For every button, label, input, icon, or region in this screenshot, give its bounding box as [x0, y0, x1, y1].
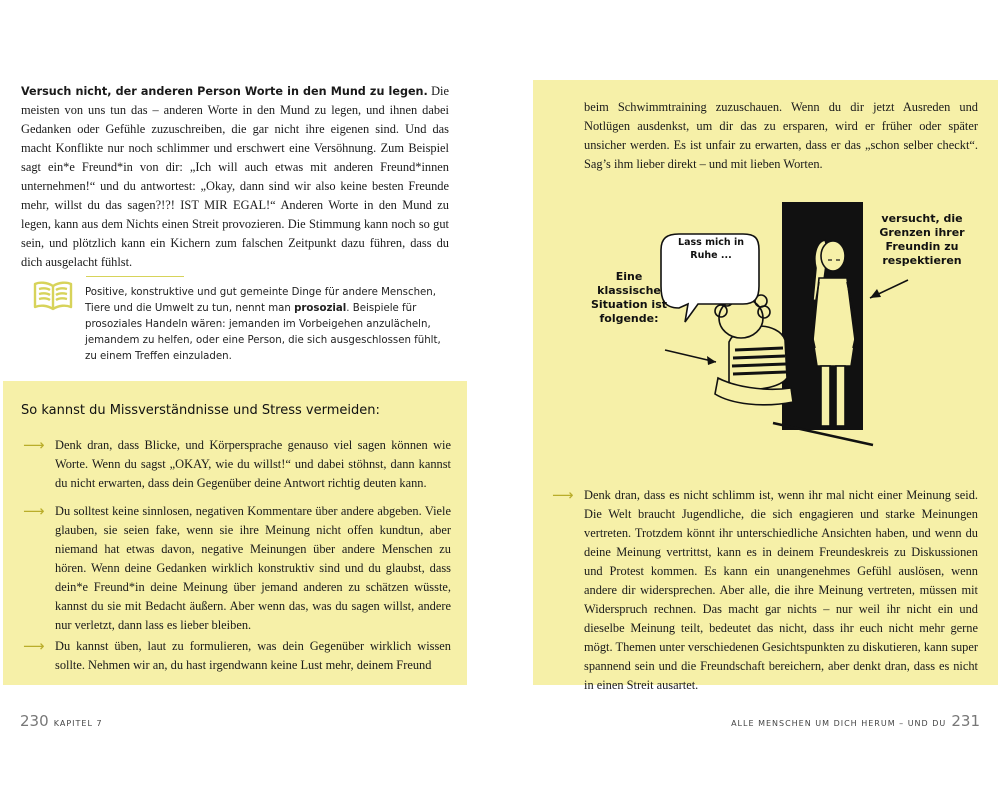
- caption-right: versucht, die Grenzen ihrer Freundin zu respektieren: [879, 212, 965, 267]
- glossary-rule: [86, 276, 184, 277]
- arrow-right-icon: ⟶: [23, 436, 45, 454]
- footer-left: [20, 711, 103, 730]
- footer-right: [731, 711, 980, 730]
- page-number-right: 231: [951, 712, 980, 730]
- tips-box: [3, 381, 467, 685]
- right-bottom-text: Denk dran, dass es nicht schlimm ist, wenn ihr mal nicht einer Meinung seid. Die Welt braucht Jugendliche, die sich engagieren und starke Meinungen vertreten. Trotzdem könnt ihr unterschiedliche Ansichten haben, und wenn du deine Meinung vertrittst, kann es in deinem Freundeskreis zu Diskussionen und Protest kommen. Es kann ein unangenehmes Gefühl auslösen, wenn andere dir widersprechen. Aber alle, die ihre Meinung vertreten, müssen mit Widerspruch rechnen. Das macht gar nichts – nur weil ihr nicht ein und dieselbe Meinung teilt, bedeutet das nicht, dass ihr euch nicht mehr gerne mögt. Themen unter verschiedenen Gesichtspunkten zu diskutieren, kann super spannend sein und die Freundschaft bereichern, aber denkt dran, dass es nicht in einen Streit ausartet.: [584, 488, 978, 692]
- arrow-right-icon: ⟶: [23, 637, 45, 655]
- illustration: [533, 190, 998, 480]
- glossary-note: [20, 270, 450, 362]
- right-box: [533, 80, 998, 692]
- intro-lead: Versuch nicht, der anderen Person Worte in den Mund zu legen.: [21, 85, 428, 98]
- speech-bubble-text: Lass mich in Ruhe ...: [678, 237, 744, 261]
- tip-item: [23, 637, 451, 675]
- tip-item-text: Du kannst üben, laut zu formulieren, was dein Gegenüber wirklich wissen sollte. Nehmen wir an, du hast irgendwann keine Lust mehr, deinem Freund: [55, 639, 451, 672]
- glossary-term: prosozial: [294, 303, 347, 314]
- intro-text: Die meisten von uns tun das – anderen Worte in den Mund zu legen, und ihnen dabei Gedanken oder Gefühle zuzuschreiben, die gar nicht ihre eigenen sind. Und das macht Konflikte nur noch schlimmer und erschwert eine Versöhnung. Zum Beispiel sagt ein*e Freund*in von dir: „Ich will auch etwas mit anderen Freund*innen unternehmen!“ und du antwortest: „Okay, dann sind wir also keine besten Freunde mehr, willst du das sagen?!?! IST MIR EGAL!“ Anderen Worte in den Mund zu legen, kann aus dem Nichts einen Streit provozieren. Die Stimmung kann noch so gut sein, und plötzlich kann ein Kichern zum falschen Zeitpunkt dazu führen, dass du dich ausgelacht fühlst.: [21, 84, 450, 269]
- tip-item: [23, 502, 451, 635]
- tip-item: [23, 436, 451, 493]
- glossary-text-after: . Beispiele für prosoziales Handeln wären: jemanden im Vorbeigehen anzulächeln, jemandem zu helfen, oder eine Person, die sich ausgeschlossen fühlt, zu einem Treffen einzuladen.: [85, 303, 441, 362]
- page-number-left: 230: [20, 712, 49, 730]
- glossary-text-before: Positive, konstruktive und gut gemeinte Dinge für andere Menschen, Tiere und die Umwelt zu tun, nennt man: [85, 287, 436, 314]
- book-icon: [32, 280, 74, 312]
- arrow-right-icon: ⟶: [23, 502, 45, 520]
- chapter-label: KAPITEL 7: [53, 719, 103, 728]
- tips-box-title: So kannst du Missverständnisse und Stress vermeiden:: [21, 403, 380, 418]
- right-bottom-item: [552, 486, 978, 695]
- intro-paragraph: [21, 82, 449, 272]
- tip-item-text: Denk dran, dass Blicke, und Körpersprache genauso viel sagen können wie Worte. Wenn du sagst „OKAY, wie du willst!“ und dabei stöhnst, dann kannst du nicht erwarten, dass dein Gegenüber deine Antwort richtig deuten kann.: [55, 438, 451, 490]
- tip-item-text: Du solltest keine sinnlosen, negativen Kommentare über andere abgeben. Viele glauben, sie seien fake, wenn sie ihre Meinung nicht offen kundtun, aber niemand hat etwas davon, negative Meinungen über andere Menschen zu hören. Wenn deine Gedanken wirklich konstruktiv sind und du glaubst, dass dein*e Freund*in deine Meinung über jemand anderen zu schätzen wüsste, kannst du sie mit Bedacht äußern. Aber wenn das, was du sagen willst, andere nur verletzt, dann lass es lieber bleiben.: [55, 504, 451, 632]
- right-top-text: beim Schwimmtraining zuzuschauen. Wenn du dir jetzt Ausreden und Notlügen ausdenkst, um dir das zu ersparen, wird er früher oder später unsicher werden. Es ist unfair zu erwarten, dass er das „schon selber checkt“. Sag’s ihm lieber direkt – und mit lieben Worten.: [584, 100, 978, 171]
- arrow-right-icon: ⟶: [552, 486, 574, 504]
- glossary-text: [85, 285, 450, 365]
- caption-left: Eine klassische Situation ist folgende:: [590, 270, 668, 325]
- running-head: ALLE MENSCHEN UM DICH HERUM – UND DU: [731, 719, 947, 728]
